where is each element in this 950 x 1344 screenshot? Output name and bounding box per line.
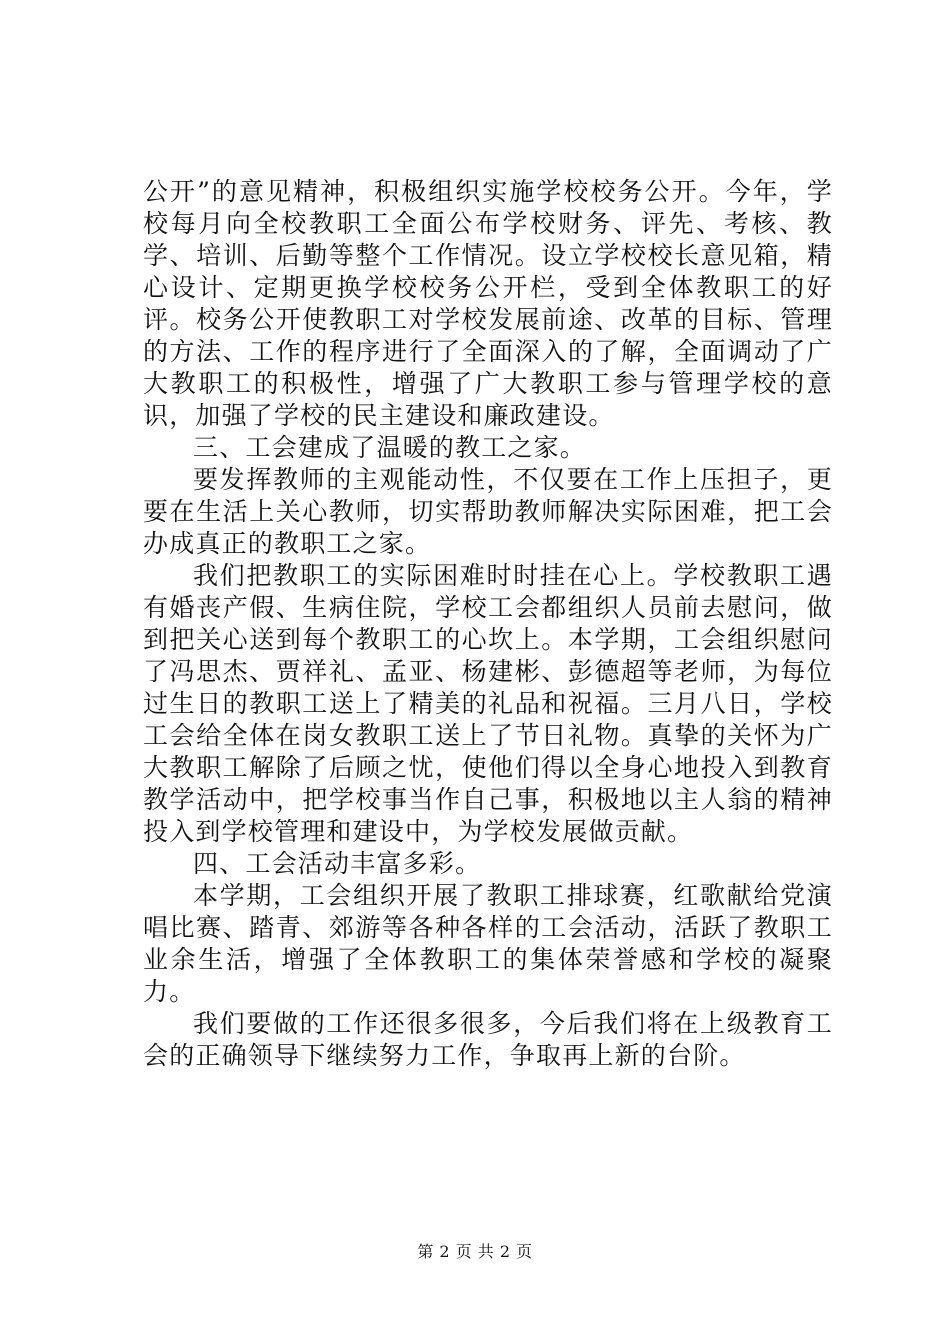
- paragraph: 我们把教职工的实际困难时时挂在心上。学校教职工遇有婚丧产假、生病住院，学校工会都组织人员前去慰问，做到把关心送到每个教职工的心坎上。本学期，工会组织慰问了冯思杰、贾祥礼、孟亚、杨建彬、彭德超等老师，为每位过生日的教职工送上了精美的礼品和祝福。三月八日，学校工会给全体在岗女教职工送上了节日礼物。真挚的关怀为广大教职工解除了后顾之忧，使他们得以全身心地投入到教育教学活动中，把学校事当作自己事，积极地以主人翁的精神投入到学校管理和建设中，为学校发展做贡献。: [143, 561, 833, 846]
- section-heading-four: 四、工会活动丰富多彩。: [193, 849, 482, 878]
- paragraph: 要发挥教师的主观能动性，不仅要在工作上压担子，更要在生活上关心教师，切实帮助教师解决实际困难，把工会办成真正的教职工之家。: [143, 465, 833, 558]
- paragraph: 我们要做的工作还很多很多，今后我们将在上级教育工会的正确领导下继续努力工作，争取再上新的台阶。: [143, 1009, 833, 1070]
- paragraph: 本学期，工会组织开展了教职工排球赛，红歌献给党演唱比赛、踏青、郊游等各种各样的工会活动，活跃了教职工业余生活，增强了全体教职工的集体荣誉感和学校的凝聚力。: [143, 881, 833, 1006]
- paragraph: 公开”的意见精神，积极组织实施学校校务公开。今年，学校每月向全校教职工全面公布学校财务、评先、考核、教学、培训、后勤等整个工作情况。设立学校校长意见箱，精心设计、定期更换学校校务公开栏，受到全体教职工的好评。校务公开使教职工对学校发展前途、改革的目标、管理的方法、工作的程序进行了全面深入的了解，全面调动了广大教职工的积极性，增强了广大教职工参与管理学校的意识，加强了学校的民主建设和廉政建设。: [143, 177, 833, 430]
- document-body: [143, 176, 833, 1072]
- section-heading-three: 三、工会建成了温暖的教工之家。: [193, 433, 587, 462]
- page-number-footer: 第 2 页 共 2 页: [417, 1242, 533, 1261]
